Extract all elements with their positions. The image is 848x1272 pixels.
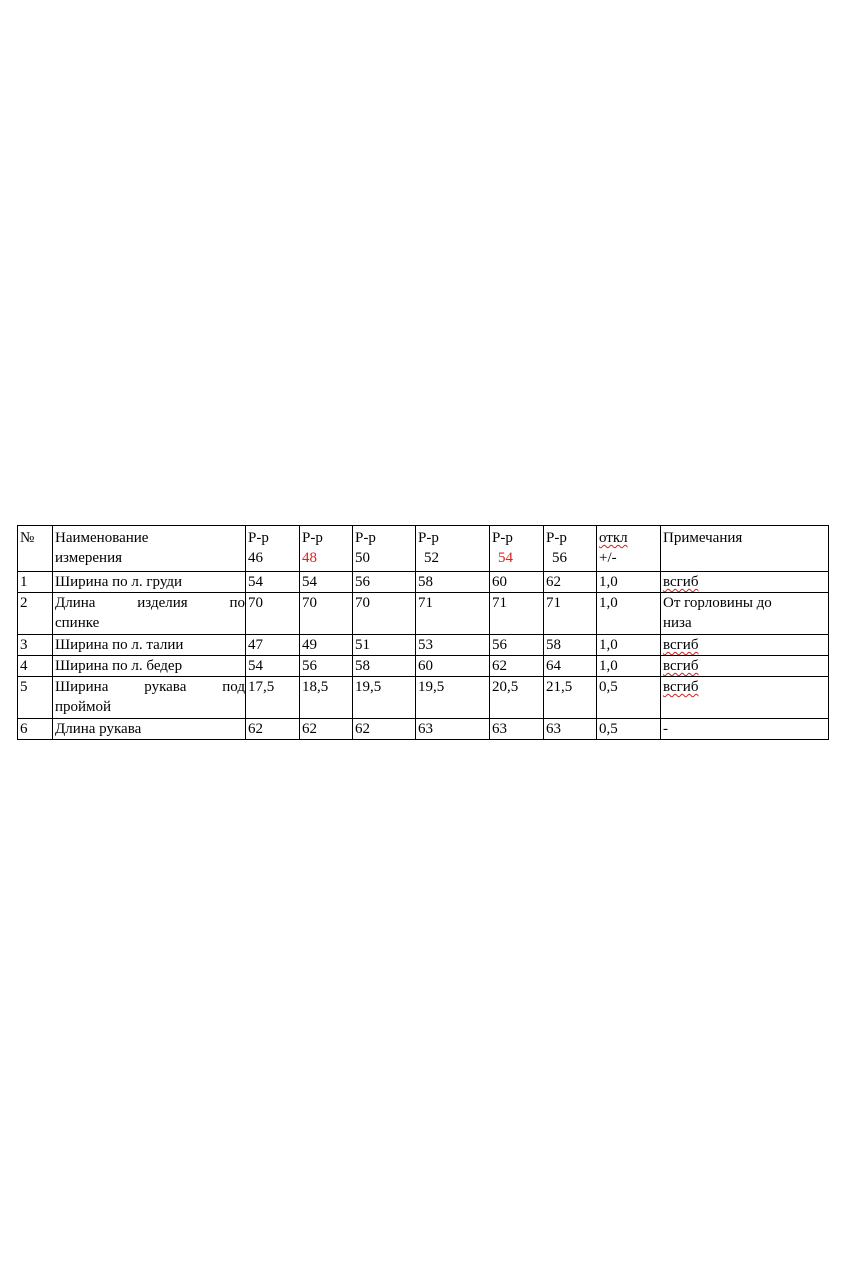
row-note xyxy=(661,572,829,593)
row-value: 56 xyxy=(300,656,353,677)
size-value-highlighted: 54 xyxy=(498,550,513,566)
header-notes-label: Примечания xyxy=(663,530,743,546)
row-value: 62 xyxy=(300,719,353,740)
table-row xyxy=(18,656,829,677)
row-number: 3 xyxy=(18,635,53,656)
row-deviation: 1,0 xyxy=(597,656,661,677)
table-row xyxy=(18,572,829,593)
header-size-54 xyxy=(490,526,544,572)
row-value: 70 xyxy=(353,593,416,635)
row-value: 70 xyxy=(300,593,353,635)
table-body xyxy=(18,572,829,740)
header-name-line1: Наименование xyxy=(55,530,149,546)
row-number: 2 xyxy=(18,593,53,635)
header-row xyxy=(18,526,829,572)
size-label: Р-р xyxy=(546,530,567,546)
row-measurement-name xyxy=(53,593,246,635)
row-value: 70 xyxy=(246,593,300,635)
row-value: 20,5 xyxy=(490,677,544,719)
header-number-label: № xyxy=(20,530,35,546)
row-name-line1: Ширина рукава под xyxy=(55,679,245,695)
row-value: 53 xyxy=(416,635,490,656)
row-value: 54 xyxy=(246,572,300,593)
size-label: Р-р xyxy=(418,530,439,546)
row-value: 49 xyxy=(300,635,353,656)
row-note xyxy=(661,677,829,719)
row-value: 58 xyxy=(416,572,490,593)
row-deviation: 0,5 xyxy=(597,719,661,740)
row-deviation: 1,0 xyxy=(597,635,661,656)
header-number xyxy=(18,526,53,572)
row-value: 62 xyxy=(490,656,544,677)
row-number: 1 xyxy=(18,572,53,593)
row-value: 71 xyxy=(490,593,544,635)
row-note: - xyxy=(661,719,829,740)
row-number: 6 xyxy=(18,719,53,740)
row-value: 60 xyxy=(416,656,490,677)
header-size-46 xyxy=(246,526,300,572)
row-note-text: всгиб xyxy=(663,574,699,590)
row-value: 58 xyxy=(353,656,416,677)
table-row xyxy=(18,677,829,719)
row-note-text: всгиб xyxy=(663,637,699,653)
table-row xyxy=(18,635,829,656)
size-value: 50 xyxy=(355,550,370,566)
size-label: Р-р xyxy=(355,530,376,546)
header-name-line2: измерения xyxy=(55,550,123,566)
header-deviation xyxy=(597,526,661,572)
row-note-text: всгиб xyxy=(663,679,699,695)
row-note-line2: низа xyxy=(663,615,692,631)
row-number: 5 xyxy=(18,677,53,719)
row-deviation: 0,5 xyxy=(597,677,661,719)
row-name-line1: Длина изделия по xyxy=(55,595,245,611)
row-measurement-name: Ширина по л. груди xyxy=(53,572,246,593)
row-number: 4 xyxy=(18,656,53,677)
row-note-text: всгиб xyxy=(663,658,699,674)
size-value: 46 xyxy=(248,550,263,566)
row-value: 19,5 xyxy=(416,677,490,719)
row-value: 62 xyxy=(246,719,300,740)
row-value: 17,5 xyxy=(246,677,300,719)
size-label: Р-р xyxy=(492,530,513,546)
row-value: 56 xyxy=(490,635,544,656)
row-value: 63 xyxy=(490,719,544,740)
header-size-48 xyxy=(300,526,353,572)
header-deviation-line1: откл xyxy=(599,530,628,546)
size-value: 56 xyxy=(552,550,567,566)
header-size-50 xyxy=(353,526,416,572)
row-note xyxy=(661,656,829,677)
row-value: 60 xyxy=(490,572,544,593)
row-value: 62 xyxy=(544,572,597,593)
header-size-56 xyxy=(544,526,597,572)
row-note-line1: От горловины до xyxy=(663,595,772,611)
row-deviation: 1,0 xyxy=(597,572,661,593)
row-deviation: 1,0 xyxy=(597,593,661,635)
row-measurement-name xyxy=(53,677,246,719)
header-deviation-line2: +/- xyxy=(599,550,617,566)
row-measurement-name: Длина рукава xyxy=(53,719,246,740)
row-value: 71 xyxy=(416,593,490,635)
row-name-line2: спинке xyxy=(55,615,100,631)
row-value: 47 xyxy=(246,635,300,656)
size-value-highlighted: 48 xyxy=(302,550,317,566)
size-label: Р-р xyxy=(248,530,269,546)
header-measurement-name xyxy=(53,526,246,572)
table-row xyxy=(18,593,829,635)
row-name-line2: проймой xyxy=(55,699,112,715)
row-value: 71 xyxy=(544,593,597,635)
row-value: 18,5 xyxy=(300,677,353,719)
row-measurement-name: Ширина по л. бедер xyxy=(53,656,246,677)
header-size-52 xyxy=(416,526,490,572)
row-value: 21,5 xyxy=(544,677,597,719)
row-value: 56 xyxy=(353,572,416,593)
row-measurement-name: Ширина по л. талии xyxy=(53,635,246,656)
size-value: 52 xyxy=(424,550,439,566)
table-header xyxy=(18,526,829,572)
row-value: 64 xyxy=(544,656,597,677)
table-row xyxy=(18,719,829,740)
size-chart-table xyxy=(17,525,829,740)
row-note xyxy=(661,593,829,635)
row-value: 63 xyxy=(544,719,597,740)
row-value: 54 xyxy=(300,572,353,593)
row-value: 51 xyxy=(353,635,416,656)
size-label: Р-р xyxy=(302,530,323,546)
row-value: 62 xyxy=(353,719,416,740)
row-value: 54 xyxy=(246,656,300,677)
row-value: 63 xyxy=(416,719,490,740)
header-notes xyxy=(661,526,829,572)
row-value: 19,5 xyxy=(353,677,416,719)
row-note xyxy=(661,635,829,656)
row-value: 58 xyxy=(544,635,597,656)
